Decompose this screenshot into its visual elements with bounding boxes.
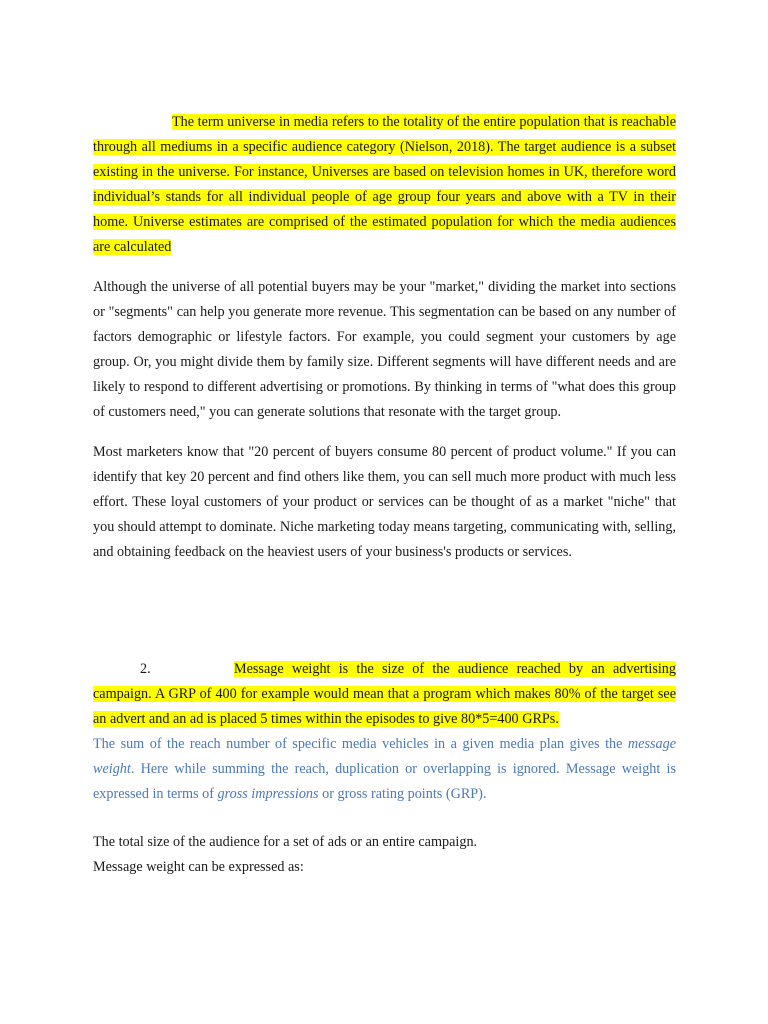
list-number: 2.: [140, 661, 151, 677]
emphasis-gross-impressions: gross impressions: [217, 786, 319, 802]
definition-text-3: or gross rating points (GRP).: [318, 786, 487, 802]
definition-text-1: The sum of the reach number of specific media vehicles in a given media plan gives the: [93, 736, 628, 752]
highlighted-text: Message weight is the size of the audience reached by an advertising campaign. A GRP of 400 for example would mean that a program which makes 80% of the target see an advert and an ad is placed 5 times within the episodes to give 80*5=400 GRPs.: [93, 661, 676, 727]
paragraph-universe: [93, 110, 676, 260]
paragraph-niche-marketing: Most marketers know that "20 percent of buyers consume 80 percent of product volume." If you can identify that key 20 percent and find others like them, you can sell much more product with much less effort. These loyal customers of your product or services can be thought of as a market "niche" that you should attempt to dominate. Niche marketing today means targeting, communicating with, selling, and obtaining feedback on the heaviest users of your business's products or services.: [93, 444, 676, 560]
paragraph-segmentation: Although the universe of all potential buyers may be your "market," dividing the market into sections or "segments" can help you generate more revenue. This segmentation can be based on any number of factors demographic or lifestyle factors. For example, you could segment your customers by age group. Or, you might divide them by family size. Different segments will have different needs and are likely to respond to different advertising or promotions. By thinking in terms of "what does this group of customers need," you can generate solutions that resonate with the target group.: [93, 279, 676, 420]
paragraph-message-weight: [93, 657, 676, 732]
paragraph-total-size: The total size of the audience for a set of ads or an entire campaign.: [93, 834, 478, 850]
emphasis-message-weight: message weight: [93, 736, 676, 777]
highlighted-text: The term universe in media refers to the totality of the entire population that is reachable through all mediums in a specific audience category (Nielson, 2018). The target audience is a subset existing in the universe. For instance, Universes are based on television homes in UK, therefore word individual’s stands for all individual people of age group four years and above with a TV in their home. Universe estimates are comprised of the estimated population for which the media audiences are calculated: [93, 114, 676, 255]
paragraph-message-weight-definition: [93, 732, 676, 807]
paragraph-expressed-as: Message weight can be expressed as:: [93, 859, 304, 875]
definition-text-2: . Here while summing the reach, duplication or overlapping is ignored. Message weight is expressed in terms of: [93, 761, 676, 802]
